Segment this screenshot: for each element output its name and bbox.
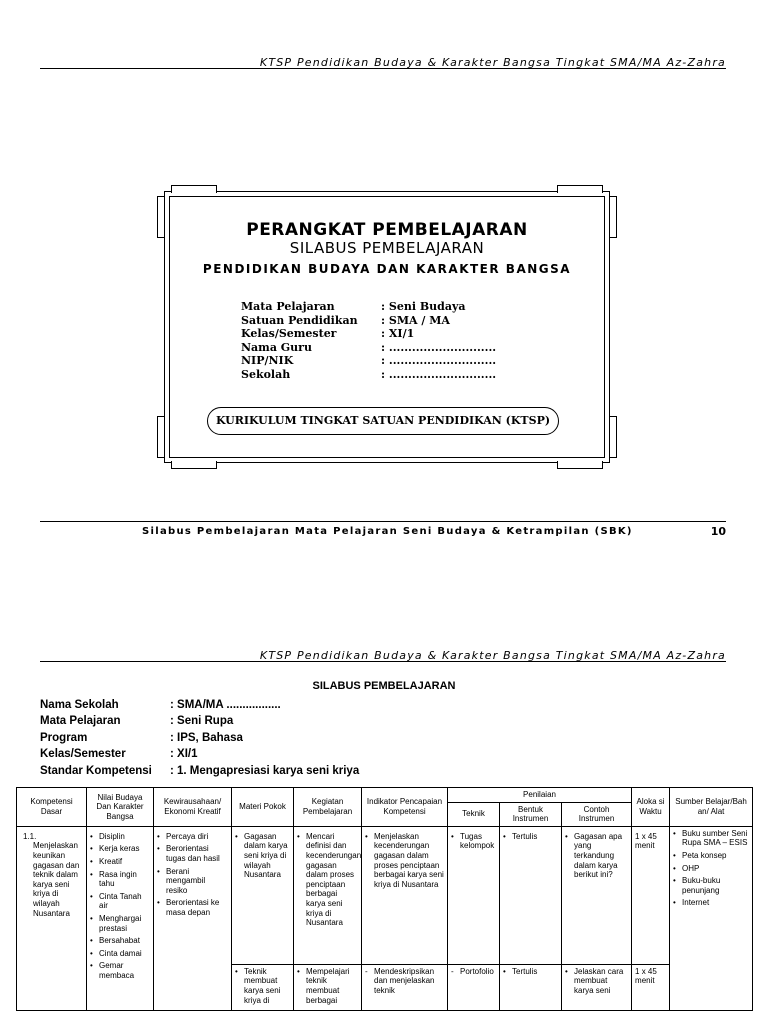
cell-teknik (448, 964, 500, 1010)
col-header-nilai: Nilai Budaya Dan Karakter Bangsa (87, 788, 154, 827)
info-label: Mata Pelajaran (241, 300, 335, 313)
cell-kewirausahaan (154, 826, 232, 1010)
list-item: • Gagasan apa yang terkandung dalam karya berikut ini? (565, 832, 628, 880)
cell-contoh (562, 826, 632, 964)
page-header: KTSP Pendidikan Budaya & Karakter Bangsa Tingkat SMA/MA Az-Zahra (259, 56, 726, 69)
info-row (241, 354, 496, 368)
cell-nilai (87, 826, 154, 1010)
info-label: NIP/NIK (241, 354, 294, 368)
cell-teknik (448, 826, 500, 964)
list-item: • Berorientasi ke masa depan (157, 898, 228, 917)
cell-bentuk (500, 826, 562, 964)
list-item: • Mencari definisi dan kecenderungan gagasan dalam proses penciptaan berbagai karya seni kriya di Nusantara (297, 832, 358, 928)
list-item: • Menghargai prestasi (90, 914, 150, 933)
meta-value: : Seni Rupa (170, 715, 234, 728)
list-item: - Mendeskripsikan dan menjelaskan teknik (365, 967, 444, 996)
meta-label: Standar Kompetensi (40, 764, 152, 777)
col-header-materi: Materi Pokok (232, 788, 294, 827)
list-item: • Cinta damai (90, 949, 150, 959)
info-value: : ............................ (381, 367, 497, 381)
meta-row (40, 746, 359, 762)
cell-kegiatan (294, 826, 362, 964)
list-item: • Buku-buku penunjang (673, 876, 749, 895)
cell-kegiatan (294, 964, 362, 1010)
meta-row (40, 697, 359, 713)
cover-subject: PENDIDIKAN BUDAYA DAN KARAKTER BANGSA (202, 262, 572, 276)
info-label: Satuan Pendidikan (241, 313, 358, 327)
info-value: : XI/1 (381, 327, 415, 341)
frame-tab (171, 185, 217, 193)
page-number: 10 (710, 525, 726, 538)
list-item: • Berani mengambil resiko (157, 867, 228, 896)
list-item: • Disiplin (90, 832, 150, 842)
cell-alokasi: 1 x 45 menit (632, 964, 670, 1010)
col-header-kegiatan: Kegiatan Pembelajaran (294, 788, 362, 827)
list-item: • Internet (673, 898, 749, 908)
list-item: • Bersahabat (90, 936, 150, 946)
info-row (241, 314, 496, 328)
page-header: KTSP Pendidikan Budaya & Karakter Bangsa Tingkat SMA/MA Az-Zahra (259, 649, 726, 662)
header-rule (40, 661, 726, 662)
list-item: • Kerja keras (90, 844, 150, 854)
cell-contoh (562, 964, 632, 1010)
footer-rule (40, 521, 726, 522)
cell-indikator (362, 826, 448, 964)
col-header-sumber: Sumber Belajar/Bah an/ Alat (670, 788, 753, 827)
list-item: • OHP (673, 864, 749, 874)
frame-tab (171, 461, 217, 469)
list-item: • Rasa ingin tahu (90, 870, 150, 889)
meta-row (40, 730, 359, 746)
syllabus-table (16, 787, 753, 1011)
meta-value: : XI/1 (170, 748, 198, 761)
col-header-alokasi: Aloka si Waktu (632, 788, 670, 827)
cell-kd: 1.1. Menjelaskan keunikan gagasan dan teknik dalam karya seni kriya di wilayah Nusantara (17, 826, 87, 1010)
cell-indikator (362, 964, 448, 1010)
list-item: • Tertulis (503, 967, 558, 977)
info-value: : ............................ (381, 340, 497, 354)
list-item: • Gemar membaca (90, 961, 150, 980)
frame-tab (557, 461, 603, 469)
frame-tab (557, 185, 603, 193)
list-item: • Gagasan dalam karya seni kriya di wilayah Nusantara (235, 832, 290, 880)
cover-title: PERANGKAT PEMBELAJARAN (246, 220, 528, 240)
info-value: : SMA / MA (381, 313, 450, 327)
info-value: : ............................ (381, 354, 497, 368)
col-header-penilaian: Penilaian (448, 788, 632, 803)
info-label: Kelas/Semester (241, 327, 337, 341)
col-header-contoh: Contoh Instrumen (562, 802, 632, 826)
frame-tab (609, 416, 617, 458)
col-header-kd: Kompetensi Dasar (17, 788, 87, 827)
header-rule (40, 68, 726, 69)
frame-tab (157, 416, 165, 458)
meta-label: Mata Pelajaran (40, 715, 121, 728)
info-row (241, 368, 496, 382)
meta-row (40, 763, 359, 779)
list-item: • Percaya diri (157, 832, 228, 842)
list-item: - Portofolio (451, 967, 496, 977)
list-item: • Jelaskan cara membuat karya seni (565, 967, 628, 996)
info-label: Nama Guru (241, 340, 312, 354)
list-item: • Tugas kelompok (451, 832, 496, 851)
list-item: • Cinta Tanah air (90, 892, 150, 911)
info-row (241, 327, 496, 341)
frame-tab (609, 196, 617, 238)
meta-value: : IPS, Bahasa (170, 731, 243, 744)
list-item: • Buku sumber Seni Rupa SMA – ESIS (673, 829, 749, 848)
cover-subtitle: SILABUS PEMBELAJARAN (289, 239, 485, 257)
list-item: • Mempelajari teknik membuat berbagai (297, 967, 358, 1005)
info-row (241, 300, 496, 314)
list-item: • Kreatif (90, 857, 150, 867)
list-item: • Peta konsep (673, 851, 749, 861)
table-row (17, 826, 753, 964)
meta-label: Nama Sekolah (40, 699, 119, 711)
info-label: Sekolah (241, 367, 291, 381)
syllabus-meta (40, 697, 359, 779)
meta-value: : 1. Mengapresiasi karya seni kriya (170, 764, 360, 777)
col-header-teknik: Teknik (448, 802, 500, 826)
cell-sumber (670, 826, 753, 1010)
curriculum-badge: KURIKULUM TINGKAT SATUAN PENDIDIKAN (KTSP) (207, 407, 559, 435)
cover-frame (164, 191, 610, 463)
cell-alokasi: 1 x 45 menit (632, 826, 670, 964)
cell-bentuk (500, 964, 562, 1010)
meta-label: Program (40, 731, 88, 744)
col-header-bentuk: Bentuk Instrumen (500, 802, 562, 826)
syllabus-title: SILABUS PEMBELAJARAN (312, 680, 456, 692)
col-header-indikator: Indikator Pencapaian Kompetensi (362, 788, 448, 827)
meta-value: : SMA/MA ................. (170, 699, 281, 711)
frame-tab (157, 196, 165, 238)
list-item: • Teknik membuat karya seni kriya di (235, 967, 290, 1005)
list-item: • Menjelaskan kecenderungan gagasan dalam proses penciptaan berbagai karya seni kriya di Nusantara (365, 832, 444, 890)
cover-info (241, 300, 496, 382)
col-header-kewirausahaan: Kewirausahaan/ Ekonomi Kreatif (154, 788, 232, 827)
meta-row (40, 713, 359, 729)
page-footer: Silabus Pembelajaran Mata Pelajaran Seni Budaya & Ketrampilan (SBK) (142, 526, 633, 537)
meta-label: Kelas/Semester (40, 748, 126, 761)
list-item: • Berorientasi tugas dan hasil (157, 844, 228, 863)
cell-materi (232, 964, 294, 1010)
list-item: • Tertulis (503, 832, 558, 842)
info-value: : Seni Budaya (381, 300, 466, 313)
cell-materi (232, 826, 294, 964)
info-row (241, 341, 496, 355)
